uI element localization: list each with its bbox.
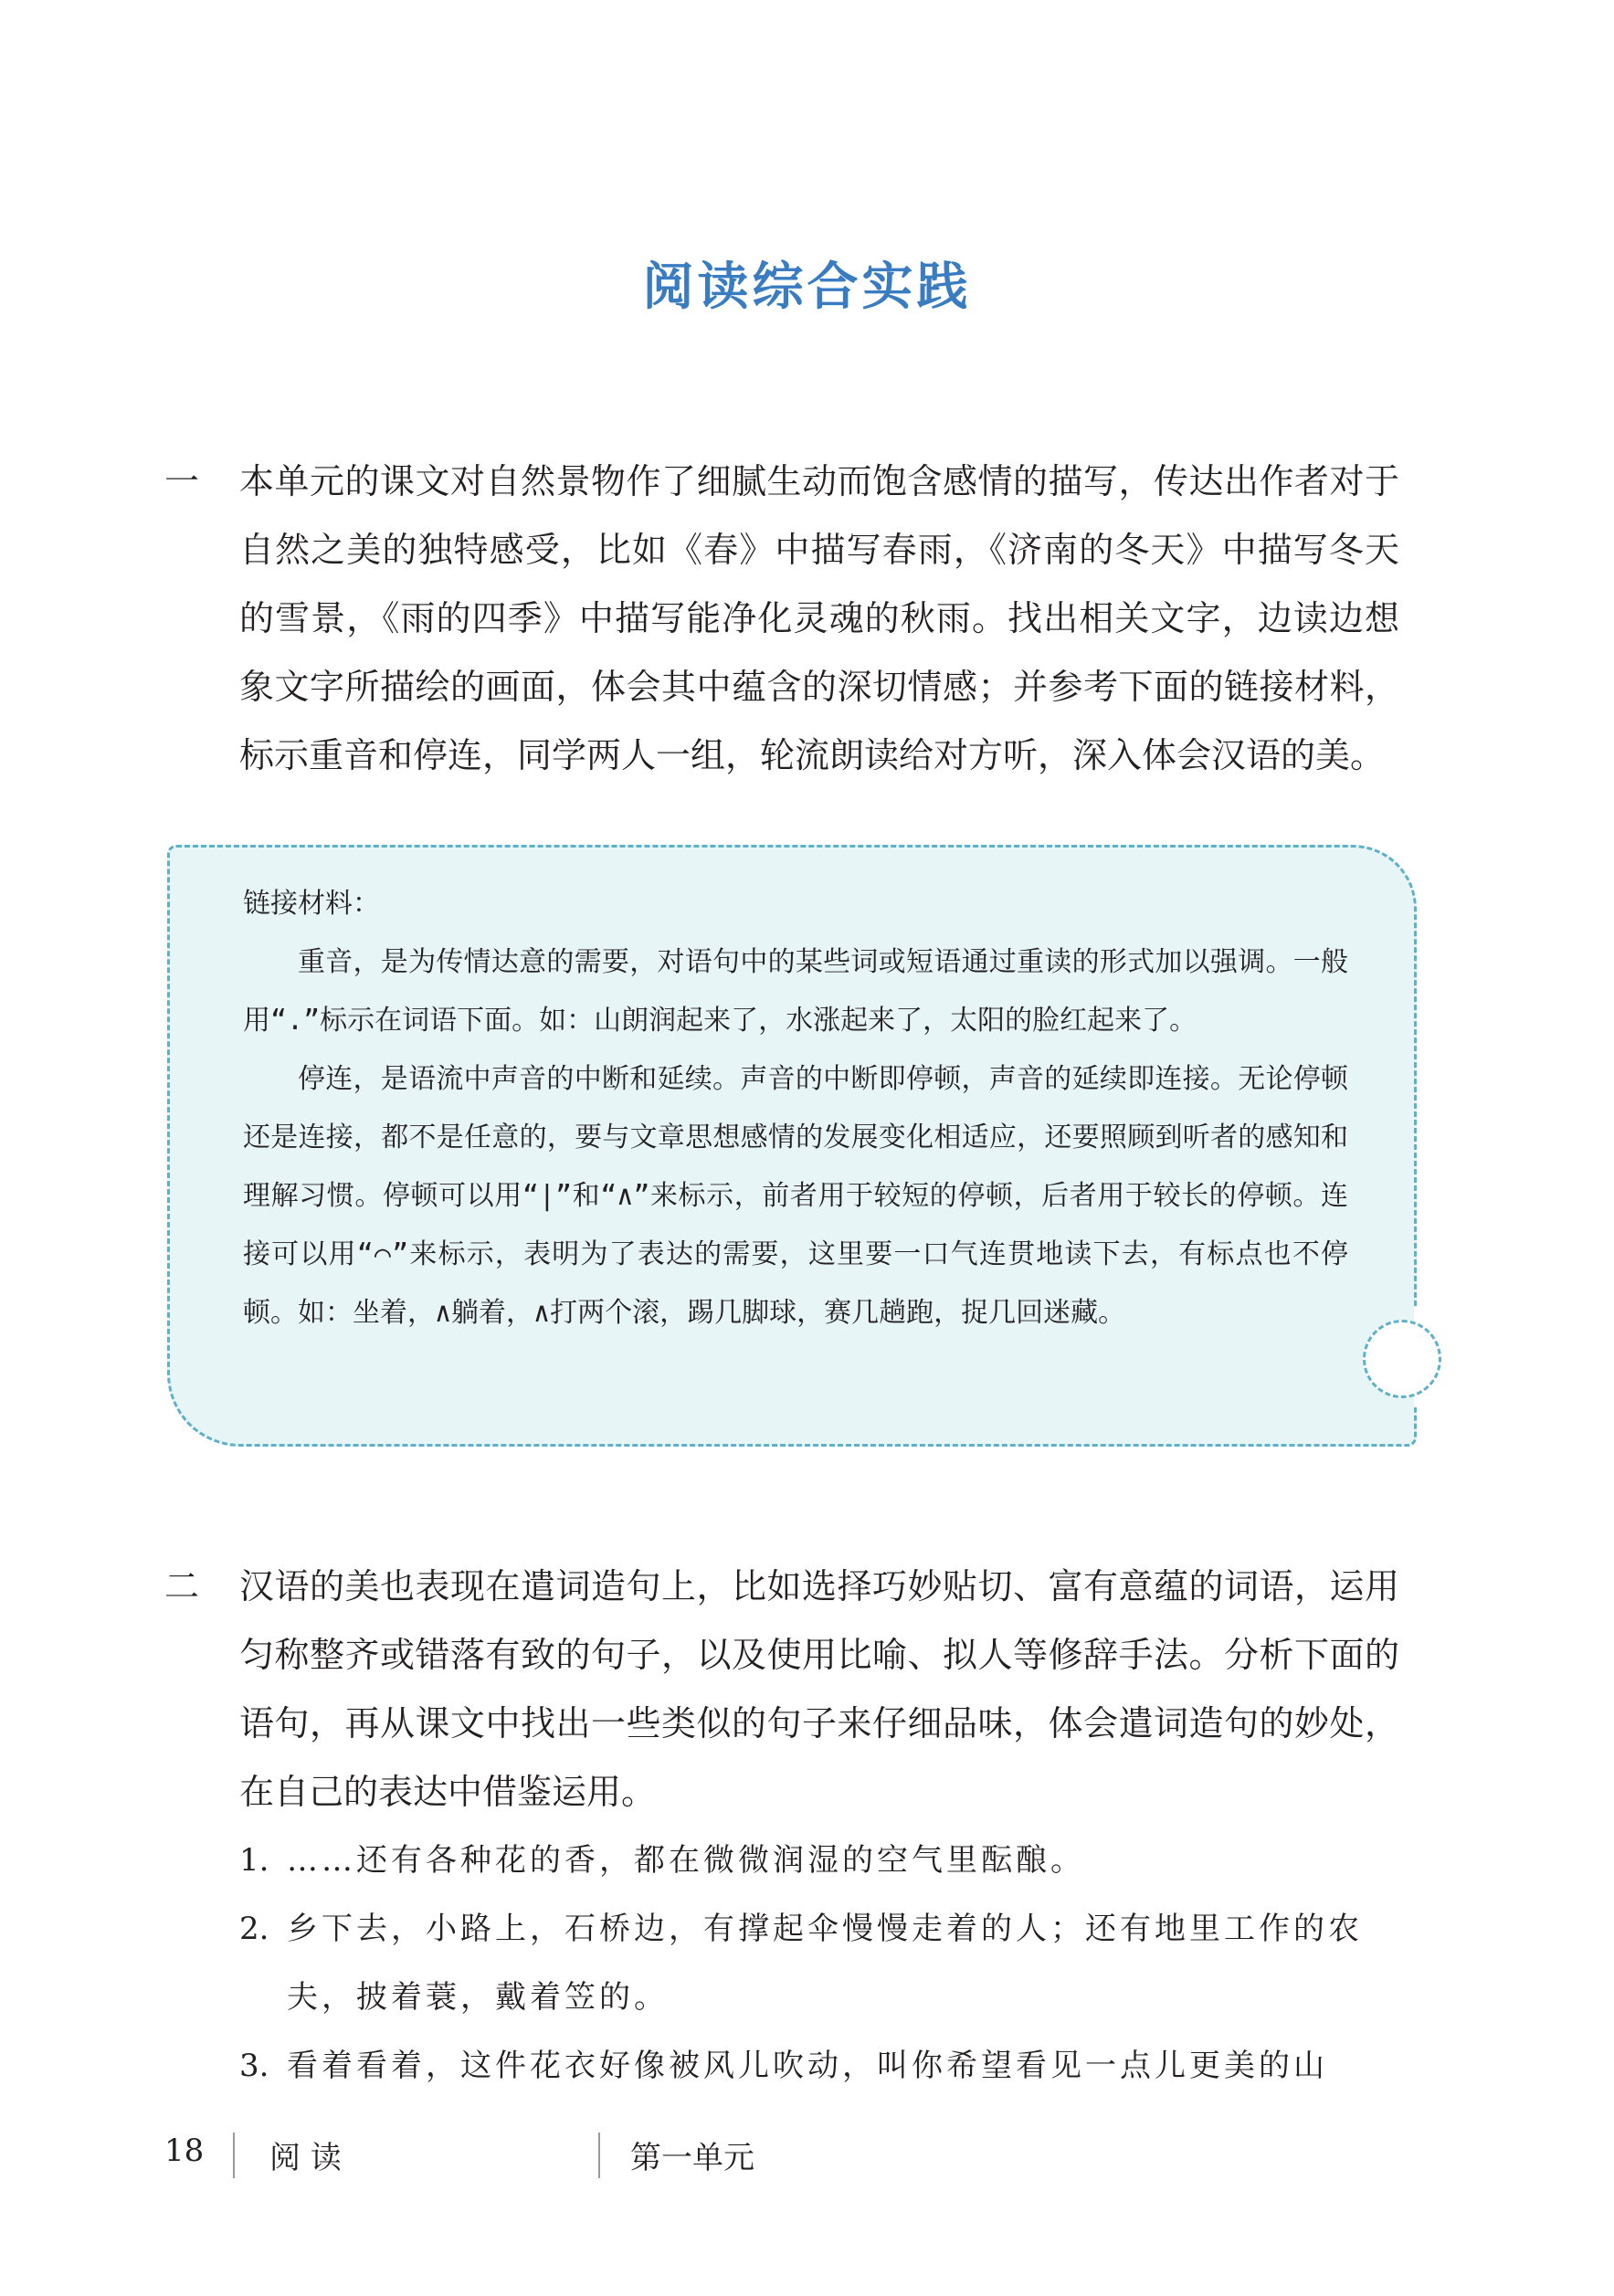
item-text: 看着看着，这件花衣好像被风儿吹动，叫你希望看见一点儿更美的山 — [287, 2048, 1328, 2084]
section-text: 本单元的课文对自然景物作了细腻生动而饱含感情的描写，传达出作者对于自然之美的独特感受，比如《春》中描写春雨，《济南的冬天》中描写冬天的雪景，《雨的四季》中描写能净化灵魂的秋雨。找出相关文字，边读边想象文字所描绘的画面，体会其中蕴含的深切情感；并参考下面的链接材料，标示重音和停连，同学两人一组，轮流朗读给对方听，深入体会汉语的美。 — [239, 461, 1399, 775]
footer-divider — [598, 2133, 600, 2178]
page-title: 阅读综合实践 — [642, 258, 972, 317]
section-two — [164, 1553, 1443, 1827]
page-number: 18 — [164, 2133, 205, 2169]
section-text: 汉语的美也表现在遣词造句上，比如选择巧妙贴切、富有意蕴的词语，运用匀称整齐或错落有致的句子，以及使用比喻、拟人等修辞手法。分析下面的语句，再从课文中找出一些类似的句子来仔细品味，体会遣词造句的妙处，在自己的表达中借鉴运用。 — [239, 1566, 1399, 1812]
item-number: 3. — [239, 2048, 269, 2084]
item-number: 2. — [239, 1911, 269, 1947]
list-item — [239, 1895, 1408, 2032]
item-text: ……还有各种花的香，都在微微润湿的空气里酝酿。 — [287, 1842, 1085, 1879]
item-number: 1. — [239, 1842, 269, 1879]
link-material-box — [167, 845, 1417, 1447]
section-number: 二 — [164, 1566, 200, 1606]
list-item — [239, 2032, 1408, 2101]
link-paragraph-stress: 重音，是为传情达意的需要，对语句中的某些词或短语通过重读的形式加以强调。一般用“.”标示在词语下面。如：山朗润起来了，水涨起来了，太阳的脸红起来了。 — [243, 946, 1348, 1037]
example-list — [239, 1827, 1408, 2101]
list-item — [239, 1827, 1408, 1895]
section-one — [164, 448, 1443, 790]
footer-unit: 第一单元 — [630, 2140, 754, 2176]
link-paragraph-pause: 停连，是语流中声音的中断和延续。声音的中断即停顿，声音的延续即连接。无论停顿还是连接，都不是任意的，要与文章思想感情的发展变化相适应，还要照顾到听者的感知和理解习惯。停顿可以用“|”和“∧”来标示，前者用于较短的停顿，后者用于较长的停顿。连接可以用“⌒”来标示，表明为了表达的需要，这里要一口气连贯地读下去，有标点也不停顿。如：坐着，∧躺着，∧打两个滚，踢几脚球，赛几趟跑，捉几回迷藏。 — [243, 1063, 1348, 1329]
box-notch — [1363, 1320, 1441, 1398]
section-number: 一 — [164, 461, 200, 501]
item-text: 乡下去，小路上，石桥边，有撑起伞慢慢走着的人；还有地里工作的农夫，披着蓑，戴着笠的。 — [287, 1911, 1363, 2016]
footer-divider — [233, 2133, 235, 2178]
footer-part: 阅 读 — [269, 2140, 342, 2176]
link-heading: 链接材料： — [243, 888, 380, 920]
